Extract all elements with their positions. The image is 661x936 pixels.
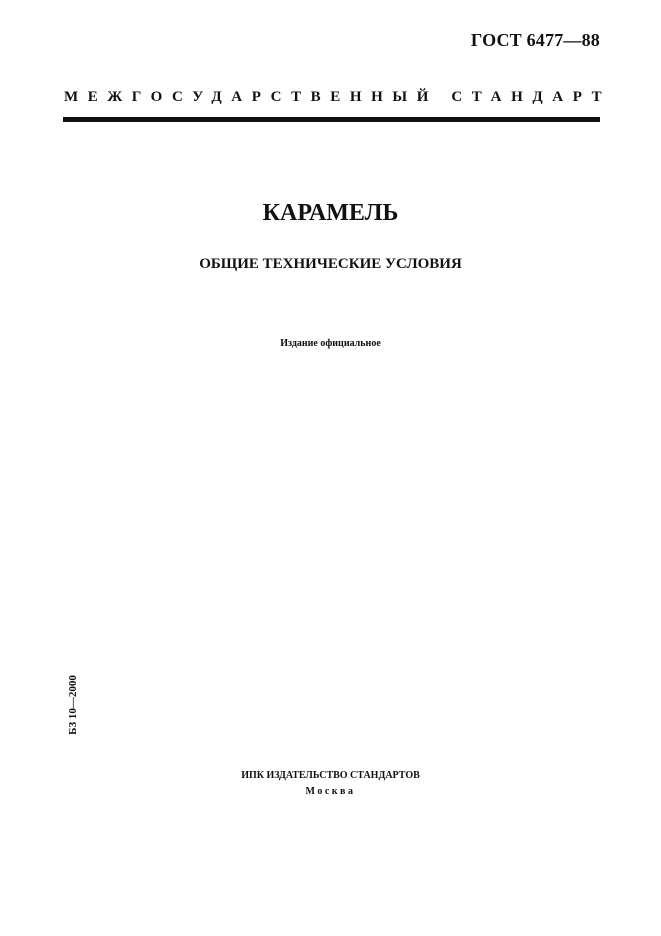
- document-number: ГОСТ 6477—88: [470, 30, 600, 50]
- side-catalog-code: БЗ 10—2000: [67, 675, 79, 735]
- publisher-city: Москва: [305, 786, 356, 797]
- document-title: КАРАМЕЛЬ: [262, 200, 399, 226]
- standard-type-heading: МЕЖГОСУДАРСТВЕННЫЙ СТАНДАРТ: [64, 89, 612, 105]
- header-divider: [63, 117, 600, 122]
- edition-note: Издание официальное: [280, 338, 381, 349]
- publisher-name: ИПК ИЗДАТЕЛЬСТВО СТАНДАРТОВ: [241, 770, 420, 781]
- document-subtitle: ОБЩИЕ ТЕХНИЧЕСКИЕ УСЛОВИЯ: [199, 256, 462, 272]
